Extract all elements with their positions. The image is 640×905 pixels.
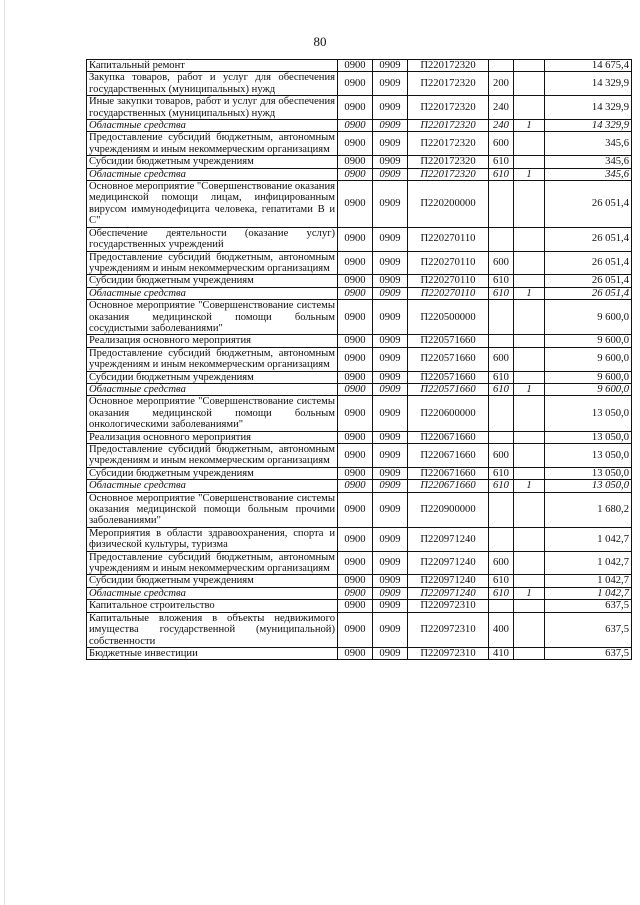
row-amount-cell: 1 680,2 [545, 492, 632, 527]
row-amount-cell: 26 051,4 [545, 275, 632, 287]
row-amount-cell: 13 050,0 [545, 467, 632, 479]
row-target-article-cell: П220571660 [408, 347, 489, 371]
row-target-article-cell: П220571660 [408, 383, 489, 395]
row-name-cell: Областные средства [87, 587, 338, 599]
row-subsection-cell: 0909 [373, 396, 408, 431]
row-subsection-cell: 0909 [373, 492, 408, 527]
row-target-article-cell: П220972310 [408, 647, 489, 659]
row-expense-type-cell [489, 396, 514, 431]
row-expense-type-cell [489, 335, 514, 347]
budget-table [86, 59, 632, 660]
row-chapter-cell: 0900 [338, 371, 373, 383]
row-chapter-cell: 0900 [338, 600, 373, 612]
row-source-cell [514, 612, 545, 647]
row-source-cell: 1 [514, 587, 545, 599]
row-amount-cell: 14 329,9 [545, 120, 632, 132]
row-name-cell: Реализация основного мероприятия [87, 335, 338, 347]
row-subsection-cell: 0909 [373, 156, 408, 168]
row-name-cell: Основное мероприятие "Совершенствование системы оказания медицинской помощи больным прочими заболеваниями" [87, 492, 338, 527]
table-row [87, 347, 632, 371]
row-subsection-cell: 0909 [373, 587, 408, 599]
row-expense-type-cell [489, 527, 514, 551]
table-row [87, 132, 632, 156]
row-name-cell: Предоставление субсидий бюджетным, автономным учреждениям и иным некоммерческим организациям [87, 132, 338, 156]
row-name-cell: Капитальный ремонт [87, 60, 338, 72]
row-amount-cell: 345,6 [545, 156, 632, 168]
row-name-cell: Основное мероприятие "Совершенствование системы оказания медицинской помощи больным онкологическими заболеваниями" [87, 396, 338, 431]
row-name-cell: Субсидии бюджетным учреждениям [87, 371, 338, 383]
row-name-cell: Областные средства [87, 287, 338, 299]
row-subsection-cell: 0909 [373, 72, 408, 96]
row-name-cell: Обеспечение деятельности (оказание услуг) государственных учреждений [87, 227, 338, 251]
row-expense-type-cell [489, 600, 514, 612]
row-expense-type-cell: 600 [489, 551, 514, 575]
table-row [87, 96, 632, 120]
table-row [87, 444, 632, 468]
row-subsection-cell: 0909 [373, 168, 408, 180]
row-chapter-cell: 0900 [338, 467, 373, 479]
row-target-article-cell: П220971240 [408, 575, 489, 587]
table-row [87, 275, 632, 287]
row-chapter-cell: 0900 [338, 347, 373, 371]
row-amount-cell: 13 050,0 [545, 396, 632, 431]
row-subsection-cell: 0909 [373, 96, 408, 120]
row-target-article-cell: П220270110 [408, 227, 489, 251]
row-chapter-cell: 0900 [338, 96, 373, 120]
row-target-article-cell: П220270110 [408, 251, 489, 275]
row-amount-cell: 9 600,0 [545, 300, 632, 335]
table-row [87, 480, 632, 492]
row-source-cell: 1 [514, 383, 545, 395]
row-target-article-cell: П220972310 [408, 600, 489, 612]
row-amount-cell: 14 329,9 [545, 96, 632, 120]
row-chapter-cell: 0900 [338, 480, 373, 492]
row-target-article-cell: П220671660 [408, 444, 489, 468]
row-subsection-cell: 0909 [373, 575, 408, 587]
row-target-article-cell: П220172320 [408, 156, 489, 168]
row-source-cell [514, 431, 545, 443]
row-target-article-cell: П220172320 [408, 168, 489, 180]
row-source-cell [514, 575, 545, 587]
row-expense-type-cell: 610 [489, 587, 514, 599]
row-subsection-cell: 0909 [373, 467, 408, 479]
row-chapter-cell: 0900 [338, 181, 373, 228]
row-source-cell [514, 527, 545, 551]
row-source-cell [514, 467, 545, 479]
row-subsection-cell: 0909 [373, 181, 408, 228]
row-expense-type-cell: 600 [489, 347, 514, 371]
row-source-cell [514, 251, 545, 275]
row-chapter-cell: 0900 [338, 647, 373, 659]
row-chapter-cell: 0900 [338, 60, 373, 72]
row-expense-type-cell [489, 60, 514, 72]
row-amount-cell: 13 050,0 [545, 444, 632, 468]
row-amount-cell: 637,5 [545, 600, 632, 612]
table-row [87, 335, 632, 347]
row-target-article-cell: П220172320 [408, 120, 489, 132]
row-name-cell: Субсидии бюджетным учреждениям [87, 156, 338, 168]
table-row [87, 156, 632, 168]
row-chapter-cell: 0900 [338, 120, 373, 132]
row-subsection-cell: 0909 [373, 371, 408, 383]
row-expense-type-cell: 240 [489, 120, 514, 132]
table-row [87, 60, 632, 72]
row-source-cell [514, 132, 545, 156]
row-name-cell: Предоставление субсидий бюджетным, автономным учреждениям и иным некоммерческим организациям [87, 251, 338, 275]
row-target-article-cell: П220500000 [408, 300, 489, 335]
row-name-cell: Субсидии бюджетным учреждениям [87, 575, 338, 587]
row-chapter-cell: 0900 [338, 444, 373, 468]
row-expense-type-cell [489, 300, 514, 335]
row-name-cell: Предоставление субсидий бюджетным, автономным учреждениям и иным некоммерческим организациям [87, 347, 338, 371]
row-source-cell: 1 [514, 120, 545, 132]
row-source-cell [514, 371, 545, 383]
row-expense-type-cell: 610 [489, 480, 514, 492]
row-amount-cell: 1 042,7 [545, 551, 632, 575]
row-amount-cell: 9 600,0 [545, 335, 632, 347]
table-row [87, 300, 632, 335]
row-expense-type-cell: 610 [489, 156, 514, 168]
row-subsection-cell: 0909 [373, 275, 408, 287]
row-subsection-cell: 0909 [373, 60, 408, 72]
row-target-article-cell: П220971240 [408, 527, 489, 551]
row-amount-cell: 345,6 [545, 132, 632, 156]
row-source-cell [514, 181, 545, 228]
row-amount-cell: 26 051,4 [545, 287, 632, 299]
row-amount-cell: 14 329,9 [545, 72, 632, 96]
row-amount-cell: 9 600,0 [545, 347, 632, 371]
row-expense-type-cell: 400 [489, 612, 514, 647]
row-source-cell [514, 647, 545, 659]
row-amount-cell: 637,5 [545, 647, 632, 659]
table-row [87, 647, 632, 659]
row-subsection-cell: 0909 [373, 227, 408, 251]
row-chapter-cell: 0900 [338, 575, 373, 587]
row-source-cell [514, 96, 545, 120]
row-expense-type-cell: 600 [489, 444, 514, 468]
row-target-article-cell: П220671660 [408, 480, 489, 492]
row-source-cell [514, 335, 545, 347]
table-row [87, 587, 632, 599]
row-chapter-cell: 0900 [338, 335, 373, 347]
row-expense-type-cell: 610 [489, 575, 514, 587]
table-row [87, 72, 632, 96]
row-name-cell: Мероприятия в области здравоохранения, спорта и физической культуры, туризма [87, 527, 338, 551]
row-expense-type-cell: 600 [489, 251, 514, 275]
row-chapter-cell: 0900 [338, 492, 373, 527]
row-amount-cell: 637,5 [545, 612, 632, 647]
row-name-cell: Областные средства [87, 168, 338, 180]
row-subsection-cell: 0909 [373, 431, 408, 443]
row-subsection-cell: 0909 [373, 251, 408, 275]
row-name-cell: Капитальные вложения в объекты недвижимого имущества государственной (муниципальной) собственности [87, 612, 338, 647]
row-expense-type-cell: 600 [489, 132, 514, 156]
row-subsection-cell: 0909 [373, 600, 408, 612]
row-subsection-cell: 0909 [373, 383, 408, 395]
table-row [87, 551, 632, 575]
table-row [87, 612, 632, 647]
row-target-article-cell: П220172320 [408, 132, 489, 156]
row-name-cell: Основное мероприятие "Совершенствование оказания медицинской помощи лицам, инфицированным вирусом иммунодефицита человека, гепатитами В и С" [87, 181, 338, 228]
row-chapter-cell: 0900 [338, 612, 373, 647]
row-expense-type-cell: 410 [489, 647, 514, 659]
row-target-article-cell: П220172320 [408, 72, 489, 96]
row-target-article-cell: П220972310 [408, 612, 489, 647]
row-expense-type-cell: 200 [489, 72, 514, 96]
page-number: 80 [313, 34, 327, 49]
row-target-article-cell: П220270110 [408, 275, 489, 287]
row-chapter-cell: 0900 [338, 551, 373, 575]
row-expense-type-cell: 610 [489, 383, 514, 395]
row-subsection-cell: 0909 [373, 612, 408, 647]
row-source-cell [514, 60, 545, 72]
row-subsection-cell: 0909 [373, 287, 408, 299]
row-target-article-cell: П220172320 [408, 96, 489, 120]
row-subsection-cell: 0909 [373, 527, 408, 551]
row-name-cell: Предоставление субсидий бюджетным, автономным учреждениям и иным некоммерческим организациям [87, 444, 338, 468]
row-source-cell [514, 347, 545, 371]
table-row [87, 287, 632, 299]
row-amount-cell: 13 050,0 [545, 431, 632, 443]
row-subsection-cell: 0909 [373, 444, 408, 468]
row-amount-cell: 13 050,0 [545, 480, 632, 492]
row-subsection-cell: 0909 [373, 647, 408, 659]
row-name-cell: Реализация основного мероприятия [87, 431, 338, 443]
table-row [87, 600, 632, 612]
row-name-cell: Субсидии бюджетным учреждениям [87, 467, 338, 479]
row-expense-type-cell: 610 [489, 168, 514, 180]
row-chapter-cell: 0900 [338, 383, 373, 395]
table-row [87, 575, 632, 587]
table-row [87, 181, 632, 228]
row-expense-type-cell [489, 227, 514, 251]
row-amount-cell: 26 051,4 [545, 227, 632, 251]
row-chapter-cell: 0900 [338, 587, 373, 599]
row-amount-cell: 1 042,7 [545, 575, 632, 587]
row-chapter-cell: 0900 [338, 287, 373, 299]
row-name-cell: Областные средства [87, 480, 338, 492]
row-source-cell [514, 551, 545, 575]
row-expense-type-cell: 610 [489, 371, 514, 383]
row-amount-cell: 26 051,4 [545, 181, 632, 228]
row-amount-cell: 26 051,4 [545, 251, 632, 275]
row-source-cell [514, 156, 545, 168]
row-expense-type-cell: 610 [489, 287, 514, 299]
row-chapter-cell: 0900 [338, 72, 373, 96]
row-name-cell: Закупка товаров, работ и услуг для обеспечения государственных (муниципальных) нужд [87, 72, 338, 96]
row-name-cell: Субсидии бюджетным учреждениям [87, 275, 338, 287]
table-row [87, 251, 632, 275]
row-target-article-cell: П220172320 [408, 60, 489, 72]
row-source-cell [514, 396, 545, 431]
row-name-cell: Предоставление субсидий бюджетным, автономным учреждениям и иным некоммерческим организациям [87, 551, 338, 575]
row-target-article-cell: П220270110 [408, 287, 489, 299]
row-chapter-cell: 0900 [338, 275, 373, 287]
table-row [87, 371, 632, 383]
row-chapter-cell: 0900 [338, 132, 373, 156]
row-target-article-cell: П220600000 [408, 396, 489, 431]
row-subsection-cell: 0909 [373, 120, 408, 132]
row-name-cell: Областные средства [87, 120, 338, 132]
table-row [87, 383, 632, 395]
row-source-cell: 1 [514, 168, 545, 180]
row-source-cell [514, 300, 545, 335]
table-row [87, 431, 632, 443]
row-expense-type-cell: 610 [489, 467, 514, 479]
row-chapter-cell: 0900 [338, 168, 373, 180]
row-amount-cell: 9 600,0 [545, 383, 632, 395]
table-row [87, 467, 632, 479]
row-name-cell: Основное мероприятие "Совершенствование системы оказания медицинской помощи больным сосудистыми заболеваниями" [87, 300, 338, 335]
table-row [87, 492, 632, 527]
row-target-article-cell: П220200000 [408, 181, 489, 228]
row-subsection-cell: 0909 [373, 335, 408, 347]
row-name-cell: Капитальное строительство [87, 600, 338, 612]
row-expense-type-cell: 240 [489, 96, 514, 120]
row-expense-type-cell [489, 431, 514, 443]
row-source-cell: 1 [514, 480, 545, 492]
row-chapter-cell: 0900 [338, 227, 373, 251]
row-name-cell: Бюджетные инвестиции [87, 647, 338, 659]
table-row [87, 168, 632, 180]
row-source-cell: 1 [514, 287, 545, 299]
budget-table-body [87, 60, 632, 660]
row-subsection-cell: 0909 [373, 551, 408, 575]
row-chapter-cell: 0900 [338, 300, 373, 335]
row-subsection-cell: 0909 [373, 347, 408, 371]
row-chapter-cell: 0900 [338, 431, 373, 443]
row-amount-cell: 9 600,0 [545, 371, 632, 383]
page-edge-mark [4, 0, 5, 905]
row-chapter-cell: 0900 [338, 156, 373, 168]
row-chapter-cell: 0900 [338, 527, 373, 551]
row-target-article-cell: П220971240 [408, 551, 489, 575]
row-target-article-cell: П220571660 [408, 335, 489, 347]
table-row [87, 527, 632, 551]
row-target-article-cell: П220971240 [408, 587, 489, 599]
row-expense-type-cell [489, 492, 514, 527]
row-amount-cell: 345,6 [545, 168, 632, 180]
row-chapter-cell: 0900 [338, 396, 373, 431]
table-row [87, 396, 632, 431]
row-target-article-cell: П220571660 [408, 371, 489, 383]
row-source-cell [514, 444, 545, 468]
row-source-cell [514, 227, 545, 251]
row-subsection-cell: 0909 [373, 300, 408, 335]
row-amount-cell: 14 675,4 [545, 60, 632, 72]
row-target-article-cell: П220900000 [408, 492, 489, 527]
row-amount-cell: 1 042,7 [545, 527, 632, 551]
row-target-article-cell: П220671660 [408, 467, 489, 479]
row-expense-type-cell: 610 [489, 275, 514, 287]
row-source-cell [514, 72, 545, 96]
row-source-cell [514, 600, 545, 612]
row-source-cell [514, 492, 545, 527]
row-name-cell: Иные закупки товаров, работ и услуг для обеспечения государственных (муниципальных) нужд [87, 96, 338, 120]
table-row [87, 120, 632, 132]
row-target-article-cell: П220671660 [408, 431, 489, 443]
row-chapter-cell: 0900 [338, 251, 373, 275]
row-subsection-cell: 0909 [373, 132, 408, 156]
row-subsection-cell: 0909 [373, 480, 408, 492]
row-source-cell [514, 275, 545, 287]
row-name-cell: Областные средства [87, 383, 338, 395]
row-amount-cell: 1 042,7 [545, 587, 632, 599]
table-row [87, 227, 632, 251]
row-expense-type-cell [489, 181, 514, 228]
